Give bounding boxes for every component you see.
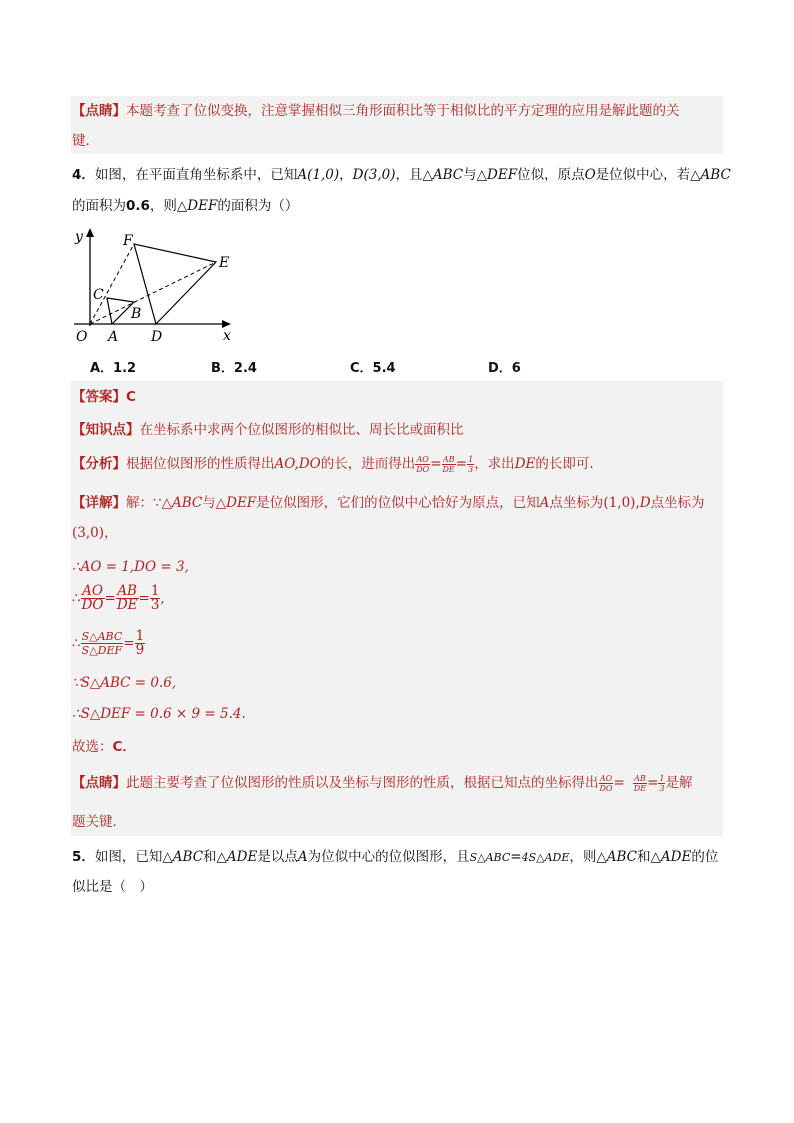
q5-math: △ABC (162, 849, 204, 865)
solution-band (71, 381, 723, 836)
q4-number: 4． (72, 167, 95, 183)
q4-text: 如图，在平面直角坐标系中，已知 (94, 167, 298, 183)
detail-text: 与 (202, 495, 216, 511)
comment2-text: 是解 (665, 775, 693, 791)
detail-math: △ABC (161, 495, 203, 511)
equals: = (455, 456, 468, 472)
equals: = (430, 456, 442, 472)
tri-abc: △ABC (422, 167, 464, 183)
fraction: $\frac{AB}{DE}$ (116, 583, 138, 613)
option-c[interactable]: C．5.4 (350, 361, 396, 376)
q4-text: 位似，原点 (517, 167, 585, 183)
detail-math: A (539, 495, 550, 511)
detail-text: 解：∵ (126, 495, 162, 511)
comma: , (160, 590, 165, 607)
equals: = (510, 849, 522, 865)
answer-line (72, 387, 136, 407)
x-axis-arrow (222, 320, 231, 328)
q4-text: 的面积为 (72, 198, 126, 214)
detail-math: (1,0) (603, 495, 636, 511)
detail-math: △DEF (215, 495, 257, 511)
coordinate-figure (68, 226, 238, 346)
therefore: ∴ (72, 590, 81, 607)
q4-text: 的面积为（） (217, 198, 299, 214)
answer-tag: 【答案】 (72, 389, 126, 405)
fraction: $\frac{1}{9}$ (135, 628, 145, 658)
equals: = (104, 590, 116, 607)
analysis-text: ，求出 (474, 456, 515, 472)
label-f: F (123, 233, 133, 249)
comment-line-1 (72, 101, 680, 121)
step-4: ∵S△ABC = 0.6, (72, 675, 177, 691)
equals: = (647, 775, 659, 791)
analysis-tag: 【分析】 (72, 456, 126, 472)
detail-math: (3,0) (72, 525, 105, 541)
tri-abc: △ABC (690, 167, 731, 183)
q5-math: S△ABC (469, 851, 511, 864)
point-a: A(1,0) (297, 167, 340, 183)
choice-value: C． (112, 739, 136, 755)
q5-text: 和 (637, 849, 651, 865)
choice-label: 故选： (72, 739, 113, 755)
area-value: 0.6 (126, 198, 150, 214)
answer-value: C (126, 389, 136, 405)
detail-text: 是位似图形，它们的位似中心恰好为原点，已知 (256, 495, 540, 511)
equals: = (138, 590, 150, 607)
fraction: $\frac{AB}{DE}$ (633, 773, 647, 793)
q5-text: 如图，已知 (94, 849, 163, 865)
detail-line-1 (72, 493, 705, 513)
q5-line-1 (72, 847, 718, 868)
comment-tag: 【点睛】 (72, 103, 126, 119)
point-d: D(3,0) (352, 167, 396, 183)
therefore: ∴ (72, 635, 81, 652)
step-5: ∴S△DEF = 0.6 × 9 = 5.4. (72, 706, 246, 722)
label-a: A (108, 329, 119, 345)
ray-o-f (90, 244, 134, 324)
equals: = (123, 635, 135, 652)
q4-line-2 (72, 196, 298, 216)
label-c: C (93, 287, 104, 303)
detail-text: , (635, 495, 640, 511)
fraction: $\frac{1}{3}$ (150, 583, 160, 613)
comment-text-end: 键． (72, 133, 99, 149)
fraction: $\frac{AO}{DO}$ (81, 583, 104, 613)
q5-math: A (297, 849, 308, 865)
q4-text: ，则 (149, 198, 177, 214)
q5-text: ，则 (569, 849, 597, 865)
detail-tag: 【详解】 (72, 495, 126, 511)
label-o: O (76, 329, 88, 345)
fraction: $\frac{1}{3}$ (468, 454, 474, 474)
q4-text: 与 (463, 167, 477, 183)
q5-math: △ADE (216, 849, 258, 865)
triangle-abc (107, 298, 134, 324)
comment2-line-2: 题关键． (72, 814, 126, 830)
q4-line-1 (72, 165, 731, 185)
equals: = (613, 775, 625, 791)
triangle-def (134, 244, 216, 324)
fraction: $\frac{\text{S△ABC}}{\text{S△DEF}}$ (81, 630, 123, 657)
q5-text: 为位似中心的位似图形，且 (307, 849, 470, 865)
q5-line-2: 似比是（ ） (72, 879, 153, 895)
comment-text: 本题考查了位似变换，注意掌握相似三角形面积比等于相似比的平方定理的应用是解此题的关 (126, 103, 680, 119)
analysis-math: AO,DO (274, 456, 321, 472)
q5-math: △ADE (650, 849, 692, 865)
point-o: O (584, 167, 596, 183)
q4-text: ，且 (395, 167, 423, 183)
fraction: $\frac{AO}{DO}$ (599, 773, 613, 793)
comment2-tag: 【点睛】 (72, 775, 126, 791)
fraction: $\frac{AO}{DO}$ (416, 454, 430, 474)
step-1: ∴AO = 1,DO = 3, (72, 559, 189, 575)
detail-text: 点坐标为 (549, 495, 604, 511)
fraction: $\frac{AB}{DE}$ (442, 454, 455, 474)
knowledge-tag: 【知识点】 (72, 422, 140, 438)
q4-text: 是位似中心，若 (595, 167, 691, 183)
detail-text: ， (104, 525, 118, 541)
knowledge-line (72, 420, 464, 440)
q5-math: △ABC (596, 849, 638, 865)
option-b[interactable]: B．2.4 (211, 361, 257, 376)
detail-line-2 (72, 523, 118, 543)
label-y: y (75, 229, 83, 245)
q5-math: 4S△ADE (521, 851, 570, 864)
step-3 (72, 630, 145, 657)
label-b: B (131, 306, 142, 322)
label-e: E (219, 255, 230, 271)
tri-def: △DEF (476, 167, 518, 183)
option-a[interactable]: A．1.2 (90, 361, 137, 376)
label-d: D (151, 329, 163, 345)
y-axis-arrow (86, 228, 94, 237)
q5-text: 和 (203, 849, 217, 865)
comment2-text: 此题主要考查了位似图形的性质以及坐标与图形的性质，根据已知点的坐标得出 (126, 775, 599, 791)
q5-text: 是以点 (257, 849, 298, 865)
comment2-line-1 (72, 773, 692, 793)
analysis-line (72, 454, 603, 474)
tri-def: △DEF (176, 198, 218, 214)
detail-math: D (639, 495, 651, 511)
knowledge-text: 在坐标系中求两个位似图形的相似比、周长比或面积比 (139, 422, 464, 438)
q4-sep: ， (339, 167, 353, 183)
label-x: x (223, 328, 231, 344)
analysis-math: DE (514, 456, 536, 472)
detail-text: 点坐标为 (650, 495, 705, 511)
choice-line (72, 737, 136, 757)
analysis-text: 根据位似图形的性质得出 (126, 456, 275, 472)
option-d[interactable]: D．6 (488, 361, 521, 376)
analysis-text: 的长即可． (535, 456, 603, 472)
analysis-text: 的长，进而得出 (320, 456, 416, 472)
comment-line-2 (72, 131, 99, 151)
step-2 (72, 585, 165, 612)
fraction: $\frac{1}{3}$ (659, 773, 665, 793)
q5-number: 5． (72, 849, 95, 865)
q5-text: 的位 (691, 849, 719, 865)
